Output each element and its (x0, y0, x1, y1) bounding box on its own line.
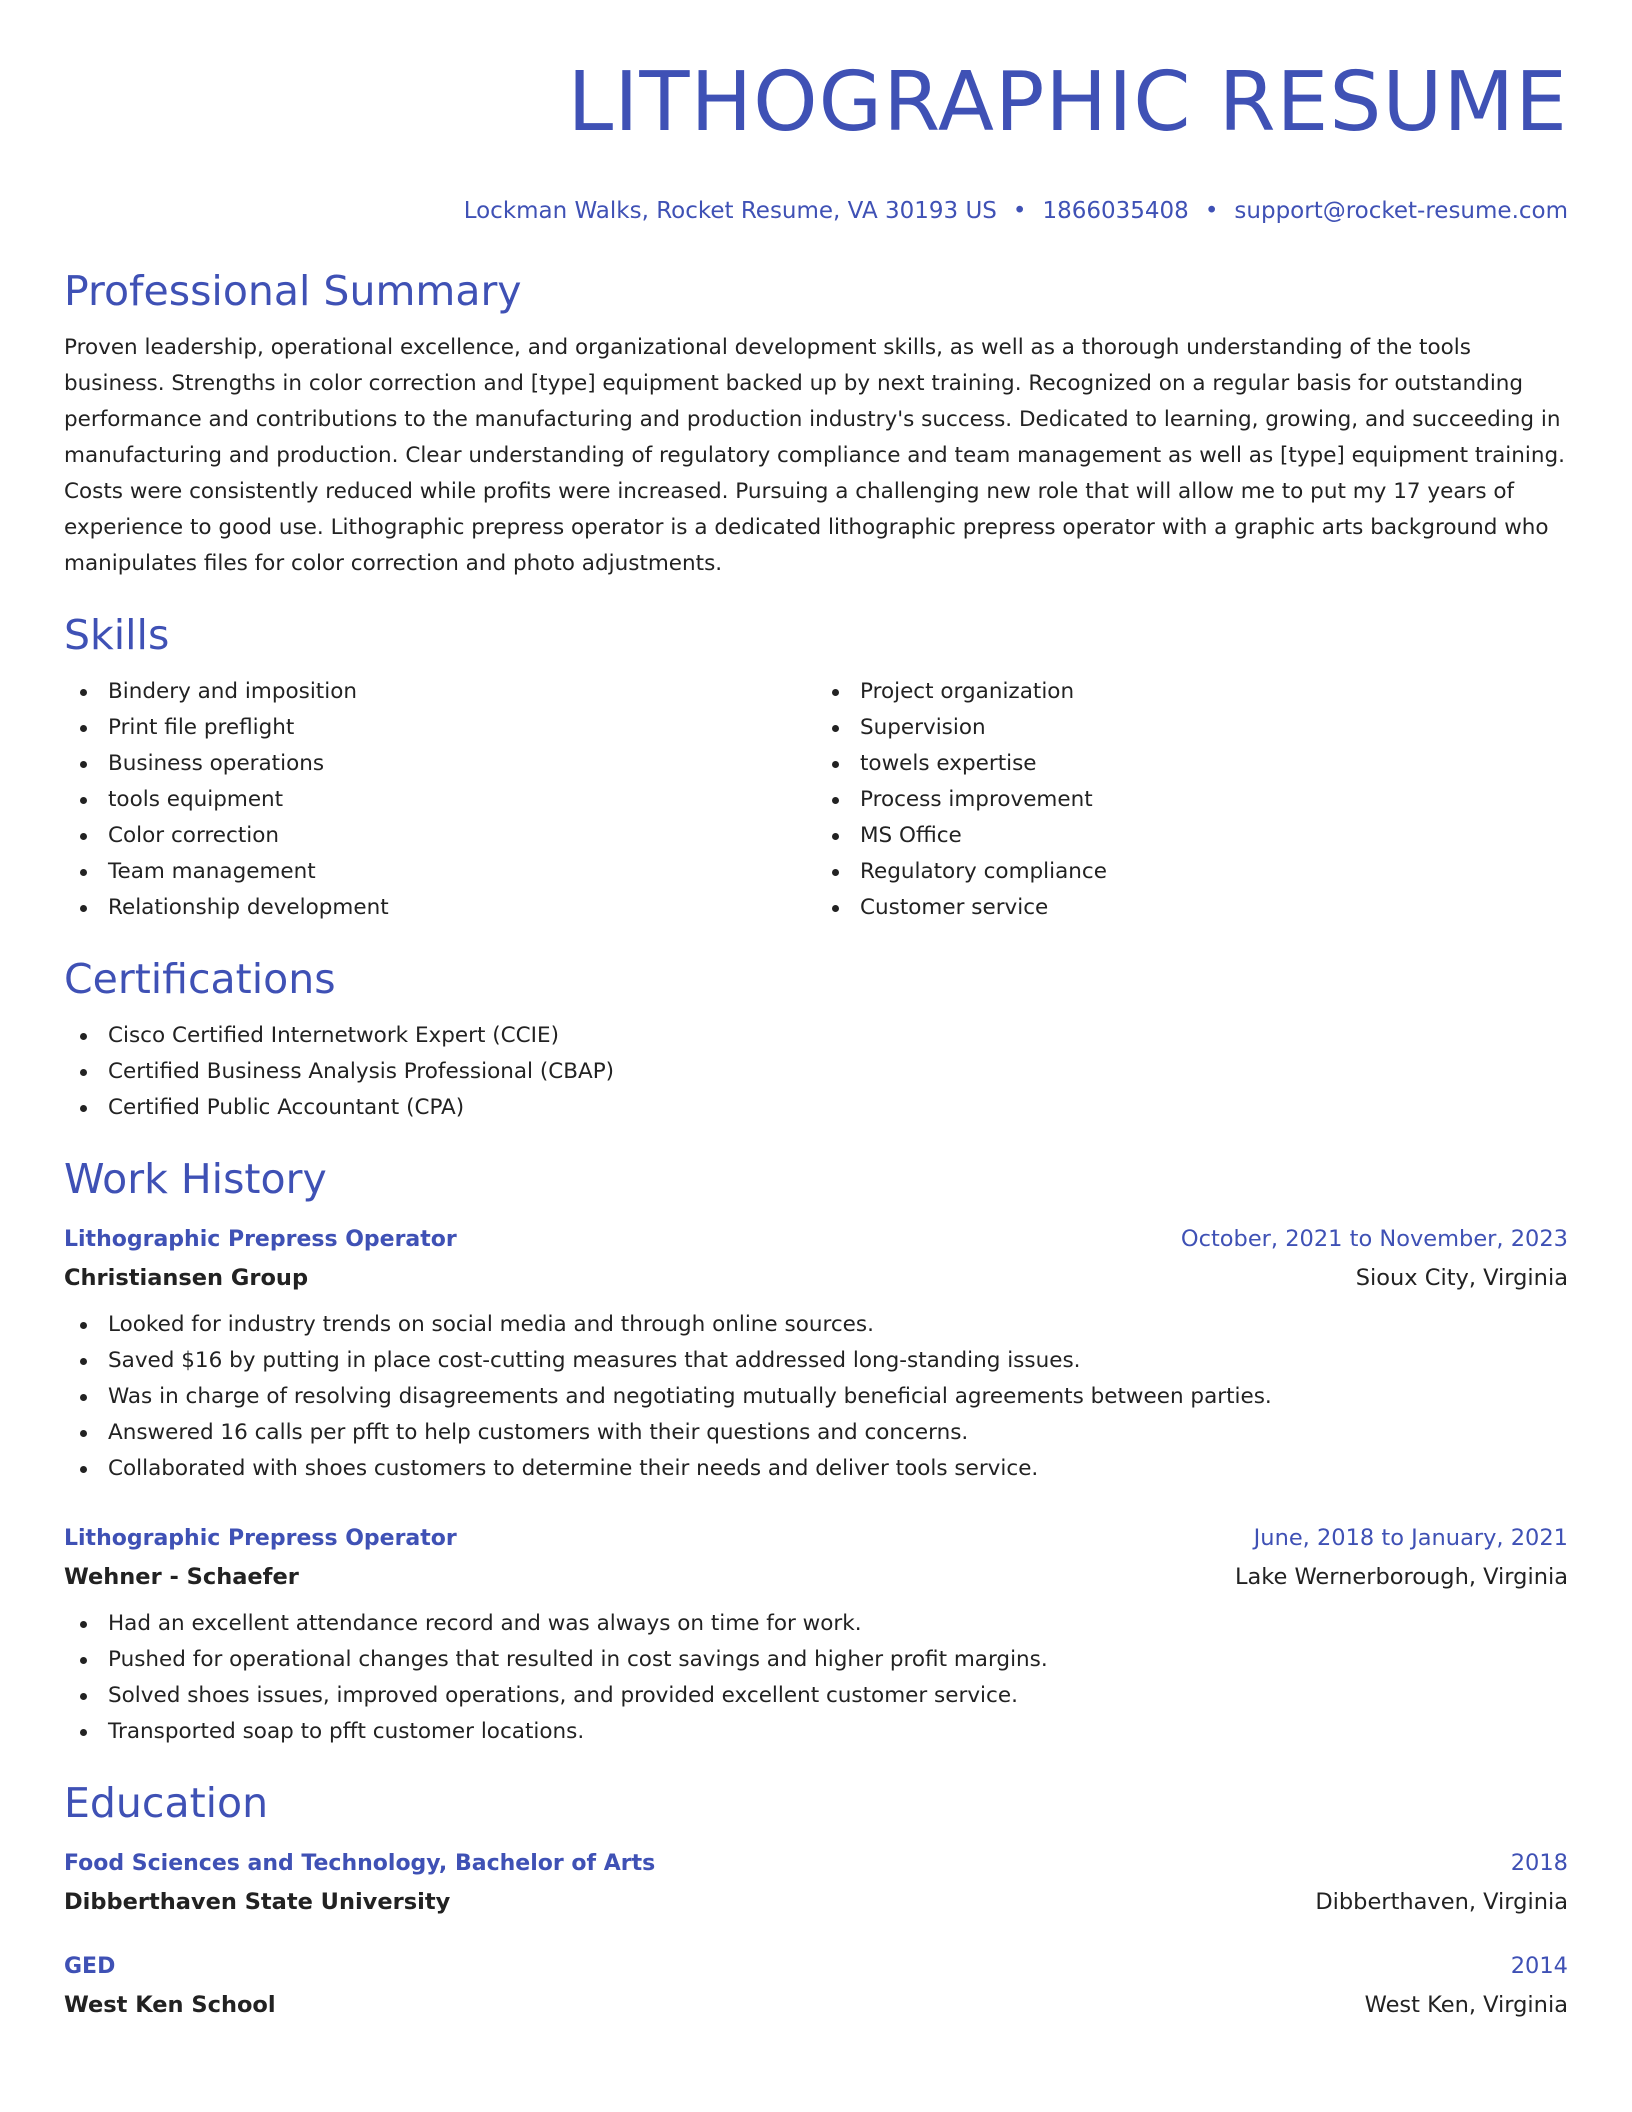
job-bullet: Transported soap to pfft customer locations. (64, 1714, 1568, 1750)
section-title-work-history: Work History (64, 1155, 327, 1203)
certification-item: Certified Public Accountant (CPA) (64, 1090, 1568, 1126)
education-location: Dibberthaven, Virginia (1315, 1889, 1568, 1915)
education-degree-row (64, 1846, 1568, 1881)
contact-phone: 1866035408 (1042, 198, 1189, 224)
section-title-education: Education (64, 1779, 269, 1827)
skill-item: Bindery and imposition (64, 674, 816, 710)
job-bullet: Saved $16 by putting in place cost-cutting measures that addressed long-standing issues. (64, 1343, 1568, 1379)
education-entry (64, 1846, 1568, 1923)
skill-item: MS Office (816, 818, 1568, 854)
education-location: West Ken, Virginia (1364, 1992, 1568, 2018)
education-school: Dibberthaven State University (64, 1889, 451, 1915)
contact-separator: • (1204, 198, 1219, 224)
skill-item: Process improvement (816, 782, 1568, 818)
skill-item: Regulatory compliance (816, 854, 1568, 890)
section-title-skills: Skills (64, 611, 170, 659)
job-title: Lithographic Prepress Operator (64, 1526, 457, 1551)
job-bullet: Looked for industry trends on social media and through online sources. (64, 1307, 1568, 1343)
skill-item: Relationship development (64, 890, 816, 926)
certification-item: Cisco Certified Internetwork Expert (CCIE) (64, 1018, 1568, 1054)
summary-section (64, 266, 1568, 582)
skill-item: Business operations (64, 746, 816, 782)
candidate-name: LITHOGRAPHIC RESUME (567, 55, 1568, 150)
skills-list-left (64, 674, 816, 926)
certifications-list (64, 1018, 1568, 1126)
job-company-row (64, 1556, 1568, 1598)
job-title: Lithographic Prepress Operator (64, 1227, 457, 1252)
work-history-section (64, 1154, 1568, 1750)
job-company-row (64, 1257, 1568, 1299)
education-degree-row (64, 1949, 1568, 1984)
job-bullet: Answered 16 calls per pfft to help customers with their questions and concerns. (64, 1415, 1568, 1451)
job-title-row (64, 1521, 1568, 1556)
job-bullet: Was in charge of resolving disagreements and negotiating mutually beneficial agreements between parties. (64, 1379, 1568, 1415)
job-bullets (64, 1307, 1568, 1487)
job-entry (64, 1222, 1568, 1487)
certifications-section (64, 954, 1568, 1126)
skill-item: tools equipment (64, 782, 816, 818)
job-bullet: Collaborated with shoes customers to determine their needs and deliver tools service. (64, 1451, 1568, 1487)
skill-item: Print file preflight (64, 710, 816, 746)
contact-address: Lockman Walks, Rocket Resume, VA 30193 US (463, 198, 997, 224)
job-bullets (64, 1606, 1568, 1750)
contact-line (64, 196, 1568, 226)
job-company: Wehner - Schaefer (64, 1564, 299, 1590)
skills-section (64, 610, 1568, 926)
job-bullet: Had an excellent attendance record and was always on time for work. (64, 1606, 1568, 1642)
skill-item: Color correction (64, 818, 816, 854)
resume-header (64, 0, 1568, 226)
section-title-summary: Professional Summary (64, 267, 522, 315)
certification-item: Certified Business Analysis Professional (CBAP) (64, 1054, 1568, 1090)
skills-columns (64, 674, 1568, 926)
job-location: Lake Wernerborough, Virginia (1234, 1564, 1568, 1590)
job-bullet: Solved shoes issues, improved operations, and provided excellent customer service. (64, 1678, 1568, 1714)
skill-item: Supervision (816, 710, 1568, 746)
skill-item: towels expertise (816, 746, 1568, 782)
job-company: Christiansen Group (64, 1265, 309, 1291)
skills-list-right (816, 674, 1568, 926)
education-year: 2018 (1510, 1850, 1568, 1876)
job-dates: October, 2021 to November, 2023 (1180, 1226, 1568, 1252)
contact-email: support@rocket-resume.com (1234, 198, 1568, 224)
education-degree: GED (64, 1954, 116, 1979)
job-bullet: Pushed for operational changes that resulted in cost savings and higher profit margins. (64, 1642, 1568, 1678)
skill-item: Team management (64, 854, 816, 890)
contact-separator: • (1012, 198, 1027, 224)
education-degree: Food Sciences and Technology, Bachelor of Arts (64, 1851, 656, 1876)
job-entry (64, 1521, 1568, 1750)
job-location: Sioux City, Virginia (1355, 1265, 1568, 1291)
skill-item: Customer service (816, 890, 1568, 926)
summary-text: Proven leadership, operational excellence, and organizational development skills, as well as a thorough understanding of the tools business. Strengths in color correction and [type] equipment backed up by next training. Recognized on a regular basis for outstanding performance and contributions to the manufacturing and production industry's success. Dedicated to learning, growing, and succeeding in manufacturing and production. Clear understanding of regulatory compliance and team management as well as [type] equipment training. Costs were consistently reduced while profits were increased. Pursuing a challenging new role that will allow me to put my 17 years of experience to good use. Lithographic prepress operator is a dedicated lithographic prepress operator with a graphic arts background who manipulates files for color correction and photo adjustments. (64, 335, 1565, 576)
education-school: West Ken School (64, 1992, 276, 2018)
education-year: 2014 (1510, 1953, 1568, 1979)
section-title-certifications: Certifications (64, 955, 336, 1003)
job-title-row (64, 1222, 1568, 1257)
education-entry (64, 1949, 1568, 2026)
education-section (64, 1778, 1568, 2026)
skill-item: Project organization (816, 674, 1568, 710)
education-school-row (64, 1984, 1568, 2026)
education-school-row (64, 1881, 1568, 1923)
job-dates: June, 2018 to January, 2021 (1253, 1525, 1568, 1551)
